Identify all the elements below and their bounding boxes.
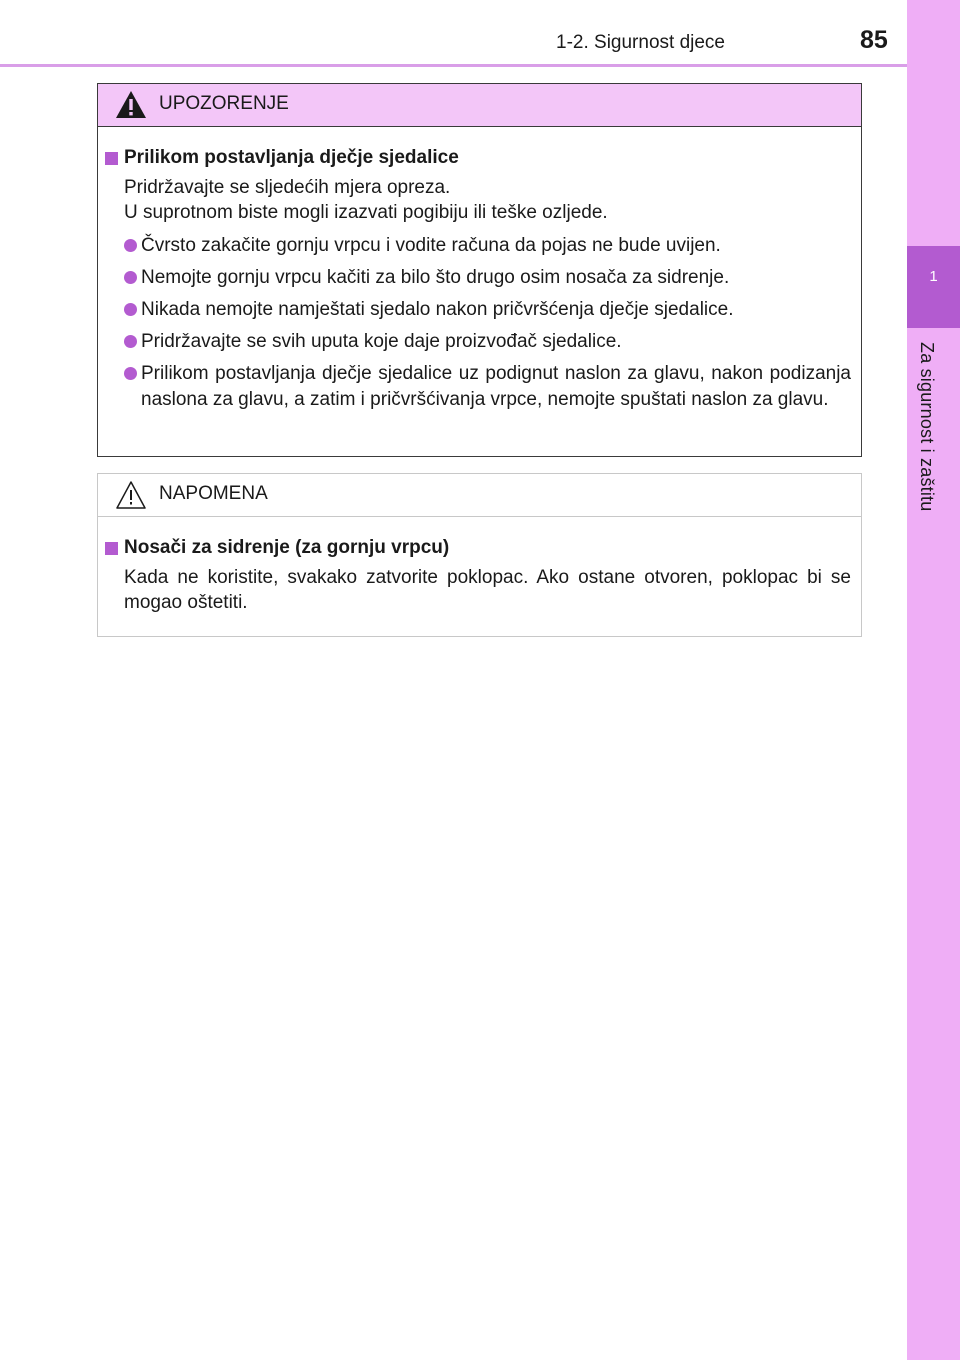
list-item [124,233,851,259]
list-item-text: Nemojte gornju vrpcu kačiti za bilo što drugo osim nosača za sidrenje. [141,267,730,288]
list-item-text: Čvrsto zakačite gornju vrpcu i vodite računa da pojas ne bude uvijen. [141,235,721,256]
list-item [124,361,851,413]
note-title: NAPOMENA [159,483,268,504]
note-triangle-outline-icon [114,479,148,511]
list-item [124,297,851,323]
chapter-title: Za sigurnost i zaštitu [917,342,937,512]
warning-list [105,233,851,413]
warning-triangle-icon [114,89,148,121]
warning-intro-line: Pridržavajte se sljedećih mjera opreza. [124,177,451,198]
warning-heading-text: Prilikom postavljanja dječje sjedalice [124,147,459,168]
warning-box [97,83,862,457]
warning-body [98,127,861,413]
round-bullet-icon [124,303,137,316]
note-box [97,473,862,637]
chapter-marker [907,246,960,328]
list-item [124,265,851,291]
list-item-text: Prilikom postavljanja dječje sjedalice uz podignut naslon za glavu, nakon podizanja naslona za glavu, a zatim i pričvršćivanja vrpce, nemojte spuštati naslon za glavu. [141,363,851,410]
warning-heading [105,147,851,169]
note-heading-text: Nosači za sidrenje (za gornju vrpcu) [124,537,450,558]
list-item [124,329,851,355]
square-bullet-icon [105,542,118,555]
round-bullet-icon [124,367,137,380]
square-bullet-icon [105,152,118,165]
chapter-number: 1 [929,268,938,285]
note-header [98,474,861,517]
warning-title: UPOZORENJE [159,93,289,114]
side-tab [907,0,960,1360]
note-text: Kada ne koristite, svakako zatvorite poklopac. Ako ostane otvoren, poklopac bi se mogao oštetiti. [124,567,851,613]
note-heading [105,537,851,559]
header-divider [0,64,907,67]
warning-intro-line: U suprotnom biste mogli izazvati pogibiju ili teške ozljede. [124,202,608,223]
list-item-text: Nikada nemojte namještati sjedalo nakon pričvršćenja dječje sjedalice. [141,299,734,320]
round-bullet-icon [124,239,137,252]
note-body [98,517,861,615]
warning-header [98,84,861,127]
round-bullet-icon [124,335,137,348]
list-item-text: Pridržavajte se svih uputa koje daje proizvođač sjedalice. [141,331,622,352]
round-bullet-icon [124,271,137,284]
section-title: 1-2. Sigurnost djece [556,32,725,53]
page-number: 85 [860,26,888,54]
